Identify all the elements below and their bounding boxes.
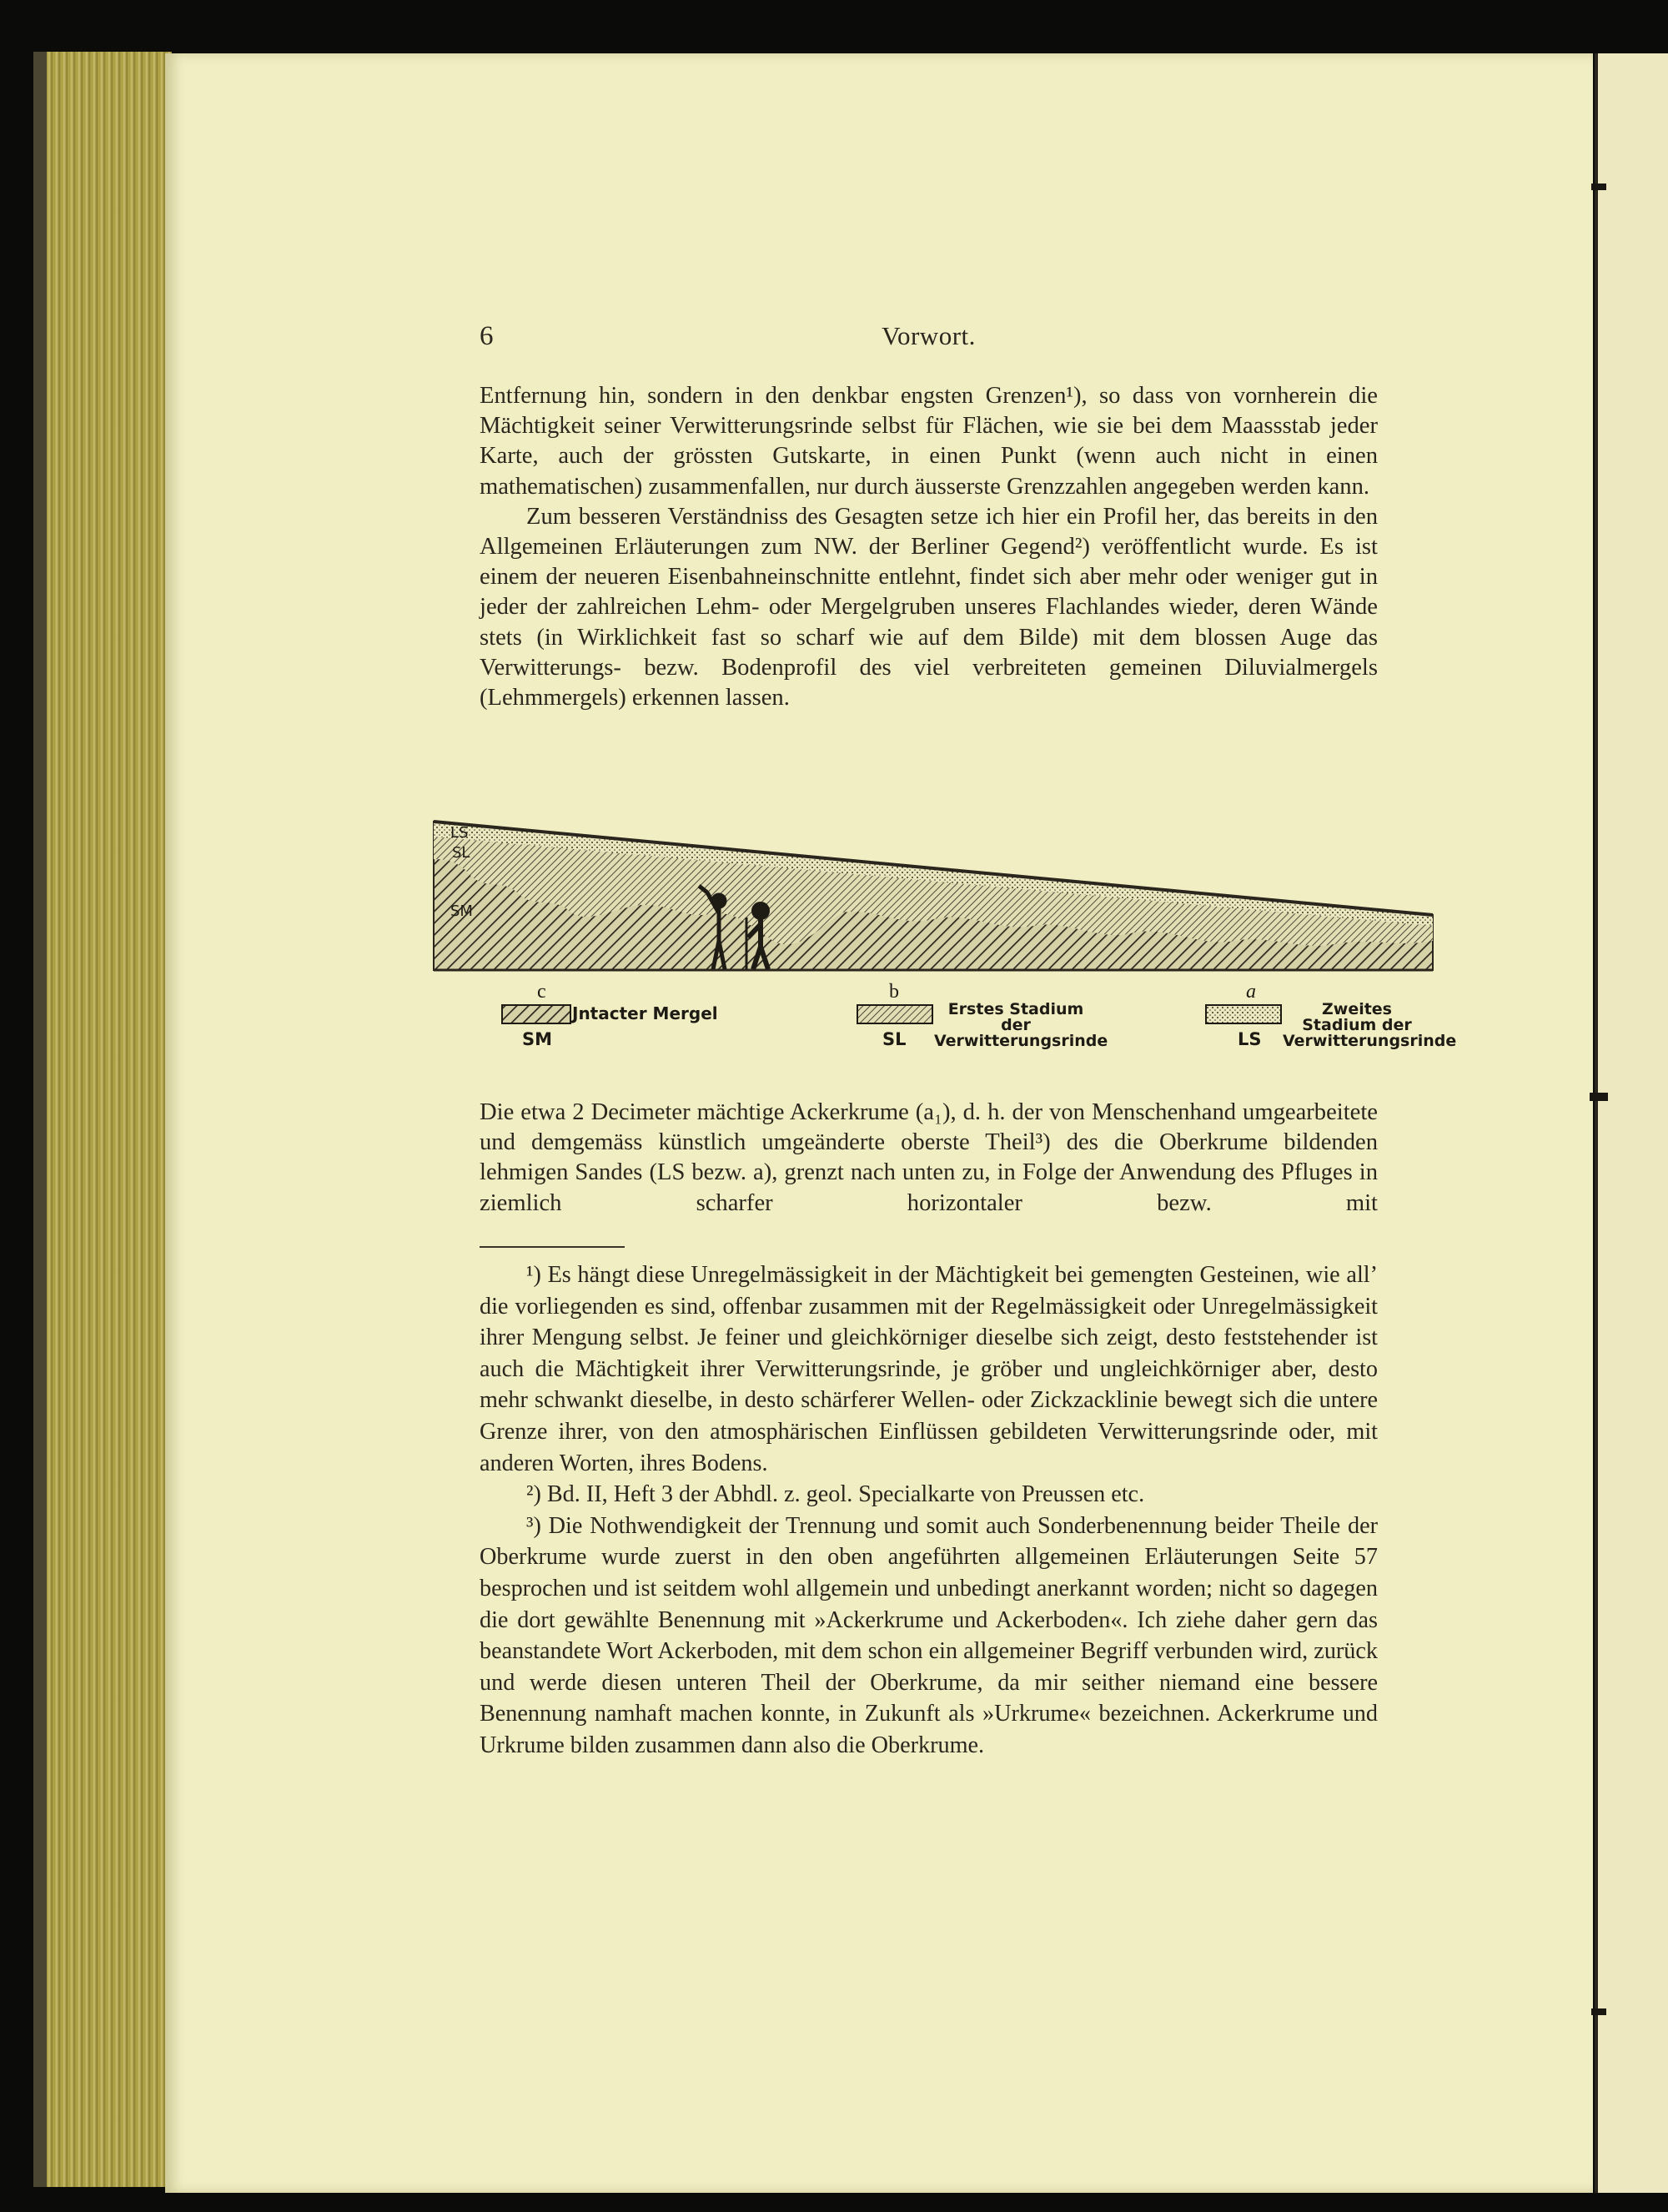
- paragraph: Entfernung hin, sondern in den denkbar engsten Grenzen¹), so dass von vornherein die Mächtigkeit seiner Verwitterungsrinde selbst für Flächen, wie sie bei dem Maassstab jeder Karte, auch der grössten Gutskarte, in einen Punkt (wenn auch nicht in einen mathematischen) zusammenfallen, nur durch äusserste Grenzzahlen angegeben werden kann.: [480, 383, 1378, 500]
- profile-label-sm: SM: [450, 902, 473, 920]
- legend-letter-c: c: [537, 981, 546, 1003]
- legend-swatch-sm: [502, 1005, 570, 1023]
- footnote-3: ³) Die Nothwendigkeit der Trennung und somit auch Sonderbenennung beider Theile der Oberkrume wurde zuerst in den oben angeführten allgemeinen Erläuterungen Seite 57 besprochen und ist seitdem wohl allgemein und unbedingt anerkannt worden; nicht so dagegen die dort gewählte Benennung mit »Ackerkrume und Ackerboden«. Ich ziehe daher gern das beanstandete Wort Ackerboden, mit dem schon ein allgemeiner Begriff verbunden wird, zurück und werde diesen unteren Theil der Oberkrume, da mir seither niemand eine bessere Benennung namhaft machen konnte, in Zukunft als »Urkrume« bezeichnen. Ackerkrume und Urkrume bilden zusammen dann also die Oberkrume.: [480, 1512, 1378, 1758]
- profile-label-sl: SL: [452, 844, 470, 862]
- paragraph: Die etwa 2 Decimeter mächtige Ackerkrume (a₁), d. h. der von Menschenhand umgearbeitete und demgemäss künstlich umgeänderte oberste Theil³) des die Oberkrume bildenden lehmigen Sandes (LS bezw. a), grenzt nach unten zu, in Folge der Anwendung des Pfluges in ziemlich scharfer horizontaler bezw. mit: [480, 1099, 1378, 1216]
- legend-title-sm: Jntacter Mergel: [572, 1003, 718, 1023]
- paragraph: Zum besseren Verständniss des Gesagten setze ich hier ein Profil her, das bereits in den Allgemeinen Erläuterungen zum NW. der Berliner Gegend²) veröffentlicht wurde. Es ist einem der neueren Eisenbahneinschnitte entlehnt, findet sich aber mehr oder weniger gut in jeder der zahlreichen Lehm- oder Mergelgruben unseres Flachlandes wieder, deren Wände stets (in Wirklichkeit fast so scharf wie auf dem Bilde) mit dem blossen Auge das Verwitterungs- bezw. Bodenprofil des viel verbreiteten gemeinen Diluvialmergels (Lehmmergels) erkennen lassen.: [480, 503, 1378, 711]
- legend-swatch-sl: [857, 1005, 932, 1023]
- legend-code-sl: SL: [882, 1029, 907, 1049]
- legend-letter-a: a: [1246, 981, 1256, 1003]
- legend-swatch-ls: [1206, 1005, 1281, 1023]
- body-text-continued: [480, 1098, 1378, 1219]
- legend-code-sm: SM: [522, 1029, 553, 1049]
- legend-title-sl: Erstes Stadium der Verwitterungsrinde: [934, 1000, 1108, 1050]
- page-number: 6: [480, 321, 494, 351]
- footnote-2: ²) Bd. II, Heft 3 der Abhdl. z. geol. Specialkarte von Preussen etc.: [526, 1481, 1145, 1508]
- profile-label-ls: LS: [450, 824, 469, 842]
- footnote-divider: [480, 1246, 625, 1248]
- legend-title-ls: Zweites Stadium der Verwitterungsrinde: [1283, 1000, 1457, 1050]
- footnote-1: ¹) Es hängt diese Unregelmässigkeit in der Mächtigkeit bei gemengten Gesteinen, wie all’ die vorliegenden es sind, offenbar zusammen mit der Regelmässigkeit oder Unregelmässigkeit ihrer Mengung selbst. Je feiner und gleichkörniger dieselbe sich zeigt, desto feststehender ist auch die Mächtigkeit ihrer Verwitterungsrinde, je gröber und ungleichkörniger aber, desto mehr schwankt dieselbe, in desto schärferer Wellen- oder Zickzacklinie bewegt sich die untere Grenze ihrer, von den atmosphärischen Einflüssen gebildeten Verwitterungsrinde oder, mit anderen Worten, ihres Bodens.: [480, 1262, 1378, 1476]
- legend-code-ls: LS: [1238, 1029, 1262, 1049]
- legend-letter-b: b: [889, 981, 899, 1003]
- running-title: Vorwort.: [882, 321, 976, 350]
- footnotes: [480, 1259, 1378, 1762]
